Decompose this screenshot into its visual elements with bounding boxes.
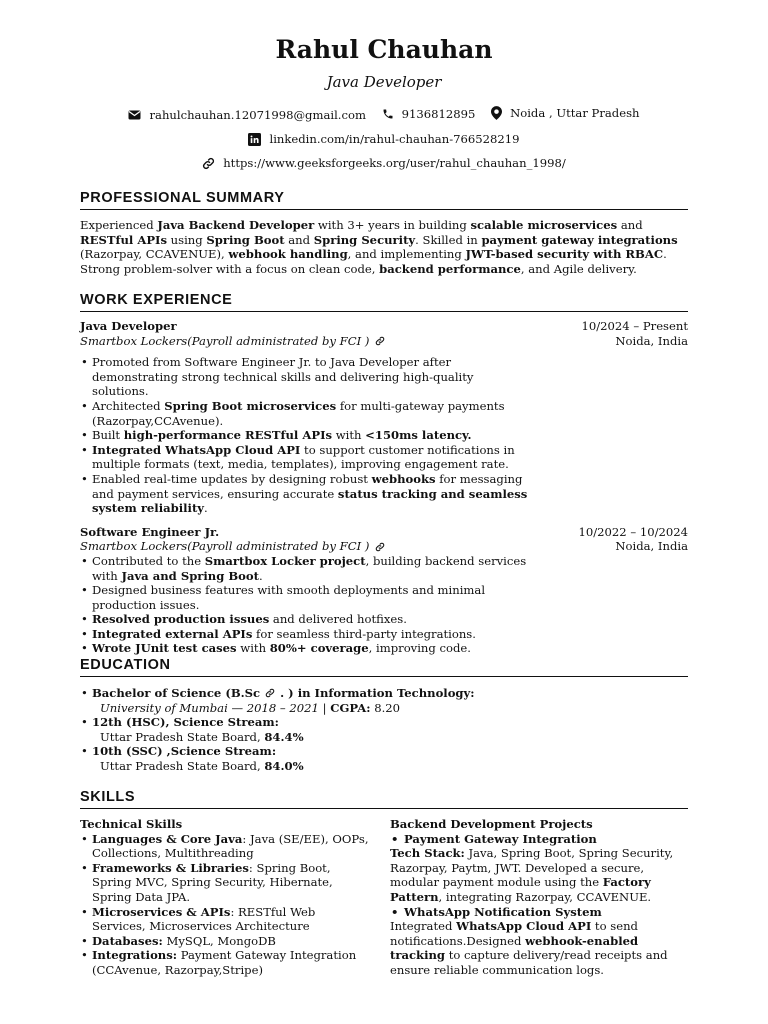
phone-item[interactable] [382,106,476,122]
link-icon[interactable] [375,336,385,346]
cgpa-label: CGPA: [330,700,371,715]
candidate-name: Rahul Chauhan [275,35,493,64]
body-text: , improving code. [368,641,471,656]
phone-icon [382,108,394,120]
emphasis-text: webhooks [371,471,436,486]
hsc-score: 84.4% [264,729,304,744]
body-text: . [204,501,208,516]
contact-line-3 [0,155,768,174]
job-role: Software Engineer Jr. [80,524,220,539]
job-bullet [80,583,530,612]
body-text: with 3+ years in building [314,218,471,232]
emphasis-text: Factory Pattern [390,875,651,904]
body-text: . Skilled in [415,232,482,247]
degree-name-a: • Bachelor of Science (B.Sc [92,686,261,700]
education-hsc [80,715,688,744]
body-text: (Razorpay, CCAVENUE), [80,247,229,262]
emphasis-text: Wrote JUnit test cases [92,641,237,656]
emphasis-text: scalable microservices [470,218,618,232]
hsc-title: 12th (HSC), Science Stream: [92,715,279,730]
degree-detail: University of Mumbai — 2018 – 2021 | CGPA: 8.20 [100,700,401,715]
body-text: , and Agile delivery. [520,261,637,276]
job-company [80,334,385,349]
job-company [80,539,385,554]
emphasis-text: Integrated external APIs [92,626,253,641]
emphasis-text: Languages & Core Java [92,831,243,846]
education-ssc [80,744,688,773]
contact-line-2 [0,131,768,150]
emphasis-text: payment gateway integrations [481,232,678,247]
body-text: using [167,232,207,247]
experience-section [80,291,688,656]
envelope-icon [128,110,141,120]
location-text: Noida , Uttar Pradesh [510,106,640,120]
emphasis-text: Spring Boot microservices [164,398,337,413]
emphasis-text: Resolved production issues [92,612,270,627]
emphasis-text: Spring Boot [206,232,285,247]
ssc-score: 84.0% [264,758,304,773]
degree-name-b: . ) in Information Technology: [280,686,475,700]
body-text: MySQL, MongoDB [162,933,276,948]
body-text: for seamless third-party integrations. [252,626,476,641]
technical-skills-list [80,832,372,978]
summary-section [80,189,688,276]
job-entry [80,525,688,656]
contact-line-1 [0,105,768,124]
body-text: : RESTful Web Services, Microservices Architecture [92,904,316,934]
skill-item [80,832,372,861]
job-role: Java Developer [80,319,177,333]
emphasis-text: Integrated WhatsApp Cloud API [92,442,301,457]
emphasis-text: Spring Security [313,232,416,247]
job-bullet [80,355,530,399]
skill-item [80,948,372,977]
skill-item [80,861,372,905]
body-text: to support customer notifications in multiple formats (text, media, templates), improving engagement rate. [92,442,515,472]
education-section [80,656,688,774]
skills-section [80,788,688,978]
body-text: , and implementing [347,247,466,262]
body-text: for messaging and payment services, ensuring accurate [92,471,523,501]
body-text: . Strong problem-solver with a focus on clean code, [80,247,667,276]
body-text: Architected [92,398,165,413]
job-company-text: Smartbox Lockers(Payroll administrated by FCI ) [80,333,370,348]
body-text: Integrated [390,919,457,934]
website-text: https://www.geeksforgeeks.org/user/rahul_chauhan_1998/ [223,156,566,170]
emphasis-text: RESTful APIs [80,232,167,247]
ssc-title: 10th (SSC) ,Science Stream: [92,744,277,759]
summary-title: PROFESSIONAL SUMMARY [80,189,688,210]
body-text: for multi-gateway payments (Razorpay,CCAvenue). [92,398,505,428]
body-text: . [259,568,263,583]
emphasis-text: webhook handling [228,247,348,262]
body-text: Designed business features with smooth deployments and minimal production issues. [92,583,486,612]
body-text: with [236,641,270,656]
job-bullets [80,355,530,516]
emphasis-text: Integrations: [92,948,178,963]
linkedin-item[interactable] [248,131,519,147]
emphasis-text: JWT-based security with RBAC [465,247,664,262]
link-icon[interactable] [375,542,385,552]
emphasis-text: Java Backend Developer [157,218,315,232]
job-location: Noida, India [615,333,688,348]
hsc-board: Uttar Pradesh State Board, [100,729,265,744]
emphasis-text: Microservices & APIs [92,904,231,919]
emphasis-text: Java and Spring Boot [121,568,260,583]
linkedin-icon [248,133,261,146]
project-name: • Payment Gateway Integration [390,832,676,847]
emphasis-text: <150ms latency. [365,428,472,443]
projects-column [384,817,688,978]
body-text: to capture delivery/read receipts and ensure reliable communication logs. [390,948,668,977]
body-text: and delivered hotfixes. [269,612,407,627]
body-text: to send notifications.Designed [390,919,638,948]
projects-title: Backend Development Projects [390,817,593,831]
body-text: , building backend services with [92,553,527,583]
education-list [80,686,688,774]
body-text: : Spring Boot, Spring MVC, Spring Security, Hibernate, Spring Data JPA. [92,860,333,904]
job-entry [80,319,688,516]
body-text: , integrating Razorpay, CCAVENUE. [438,889,652,904]
body-text: with [332,428,366,443]
project-description [390,919,676,977]
phone-text: 9136812895 [401,107,476,121]
body-text: Promoted from Software Engineer Jr. to Java Developer after demonstrating strong technical skills and delivering high-quality solutions. [92,355,474,399]
job-bullet [80,612,530,627]
body-text: Experienced [80,218,158,232]
job-bullet [80,554,530,583]
ssc-board: Uttar Pradesh State Board, [100,758,265,773]
technical-skills-title: Technical Skills [80,817,183,831]
emphasis-text: Smartbox Locker project [204,553,366,568]
summary-text [80,218,688,276]
linkedin-text: linkedin.com/in/rahul-chauhan-766528219 [269,132,520,146]
job-bullet [80,443,530,472]
degree-university: University of Mumbai — 2018 – 2021 [100,700,319,715]
job-bullet [80,641,530,656]
emphasis-text: Frameworks & Libraries [92,860,249,875]
link-icon[interactable] [265,688,275,698]
emphasis-text: WhatsApp Cloud API [456,919,592,934]
email-item[interactable] [128,107,365,123]
website-item[interactable] [202,155,566,171]
body-text: and [284,232,314,247]
emphasis-text: 80%+ coverage [269,641,369,656]
emphasis-text: Tech Stack: [390,846,465,861]
education-title: EDUCATION [80,656,688,677]
body-text: Java, Spring Boot, Spring Security, Razorpay, Paytm, JWT. Developed a secure, modular payment module using the [390,846,674,890]
emphasis-text: status tracking and seamless system reliability [92,486,528,516]
emphasis-text: webhook-enabled tracking [390,933,639,963]
job-bullet [80,428,530,443]
experience-title: WORK EXPERIENCE [80,291,688,312]
location-pin-icon [491,106,502,120]
emphasis-text: backend performance [379,261,521,276]
email-text: rahulchauhan.12071998@gmail.com [149,108,366,122]
emphasis-text: high-performance RESTful APIs [123,428,333,443]
skill-item [80,934,372,949]
job-header [80,319,688,348]
job-bullet [80,472,530,516]
skills-title: SKILLS [80,788,688,809]
skill-item [80,905,372,934]
link-icon [202,157,215,170]
body-text: and [617,218,643,232]
job-dates: 10/2022 – 10/2024 [578,524,688,539]
project-name: • WhatsApp Notification System [390,905,676,920]
job-bullet [80,399,530,428]
candidate-role: Java Developer [326,73,442,91]
education-degree [80,686,688,715]
body-text: Enabled real-time updates by designing robust [92,471,372,486]
job-header [80,525,688,554]
technical-skills-column [80,817,384,978]
cgpa-value: 8.20 [374,700,401,715]
emphasis-text: Databases: [92,933,163,948]
job-bullets [80,554,530,656]
job-location: Noida, India [615,539,688,554]
job-company-text: Smartbox Lockers(Payroll administrated by FCI ) [80,539,370,554]
body-text: Built [92,428,124,443]
location-item [491,105,639,121]
project-description [390,846,676,904]
body-text: Contributed to the [92,553,205,568]
projects-list [390,832,676,978]
body-text: Payment Gateway Integration (CCAvenue, Razorpay,Stripe) [92,948,357,977]
job-bullet [80,627,530,642]
body-text: : Java (SE/EE), OOPs, Collections, Multithreading [92,831,369,861]
job-dates: 10/2024 – Present [581,319,688,333]
